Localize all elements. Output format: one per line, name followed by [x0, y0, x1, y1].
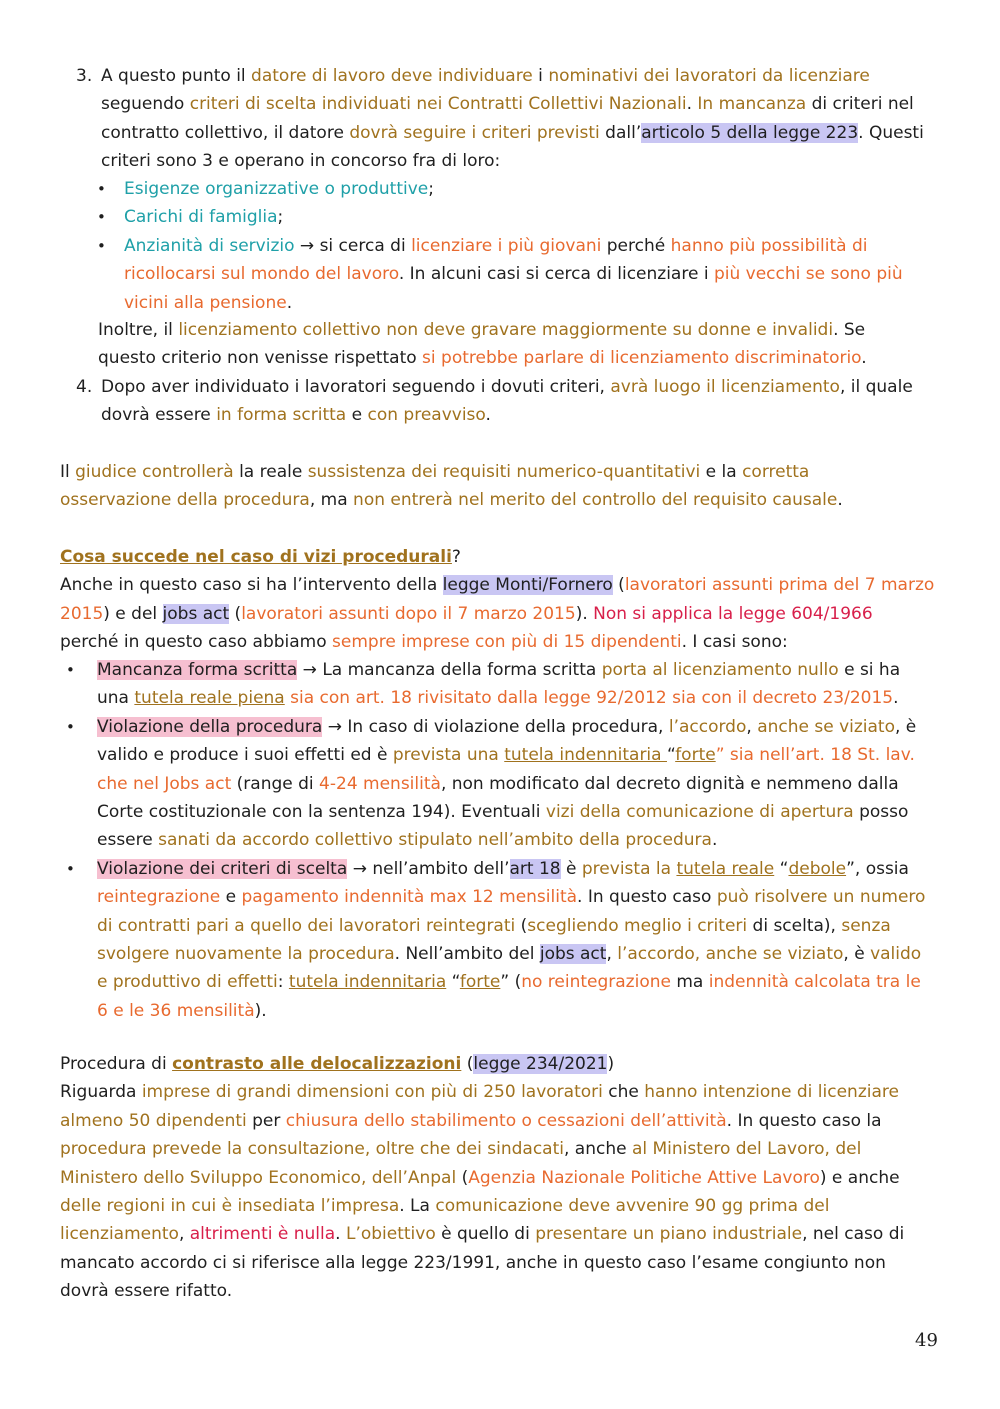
- page-number: 49: [915, 1330, 938, 1351]
- arrow-icon: →: [302, 660, 317, 680]
- list-item: • Anzianità di servizio → si cerca di licenziare i più giovani perché hanno più possibilità di ricollocarsi sul mondo del lavoro. In alcuni casi si cerca di licenziare i più vecchi se sono più vicini alla pensione.: [124, 232, 929, 317]
- list-item: • Carichi di famiglia;: [124, 203, 929, 231]
- bullet-icon: •: [97, 180, 106, 198]
- bullet-icon: •: [97, 208, 106, 227]
- criteria-list: [97, 175, 929, 317]
- list-item-4-text: 4. Dopo aver individuato i lavoratori seguendo i dovuti criteri, avrà luogo il licenziamento, il quale dovrà essere in forma scritta e con preavviso.: [101, 373, 921, 430]
- list-item: • Violazione dei criteri di scelta → nell’ambito dell’art 18 è prevista la tutela reale “debole”, ossia reintegrazione e pagamento indennità max 12 mensilità. In questo caso può risolvere un numero di contratti pari a quello dei lavoratori reintegrati (scegliendo meglio i criteri di scelta), senza svolgere nuovamente la procedura. Nell’ambito del jobs act, l’accordo, anche se viziato, è valido e produttivo di effetti: tutela indennitaria “forte” (no reintegrazione ma indennità calcolata tra le 6 e le 36 mensilità).: [97, 855, 935, 1025]
- vizi-intro: Anche in questo caso si ha l’intervento della legge Monti/Fornero (lavoratori assunti prima del 7 marzo 2015) e del jobs act (lavoratori assunti dopo il 7 marzo 2015). Non si applica la legge 604/1966 perché in questo caso abbiamo sempre imprese con più di 15 dipendenti. I casi sono:: [60, 575, 935, 653]
- arrow-icon: →: [299, 235, 315, 256]
- list-item: • Mancanza forma scritta → La mancanza della forma scritta porta al licenziamento nullo e si ha una tutela reale piena sia con art. 18 rivisitato dalla legge 92/2012 sia con il decreto 23/2015.: [97, 656, 935, 713]
- bullet-icon: •: [66, 717, 75, 736]
- section-heading: Procedura di contrasto alle delocalizzazioni (legge 234/2021): [60, 1054, 615, 1074]
- bullet-icon: •: [66, 859, 75, 878]
- bullet-icon: •: [97, 236, 106, 255]
- list-item-3-text: 3. A questo punto il datore di lavoro deve individuare i nominativi dei lavoratori da licenziare seguendo criteri di scelta individuati nei Contratti Collettivi Nazionali. In mancanza di criteri nel contratto collettivo, il datore dovrà seguire i criteri previsti dall’articolo 5 della legge 223. Questi criteri sono 3 e operano in concorso fra di loro:: [101, 62, 931, 176]
- delocalizzazioni-section: [60, 1050, 930, 1306]
- vizi-list: [66, 656, 935, 1025]
- delocalizzazioni-body: Riguarda imprese di grandi dimensioni con più di 250 lavoratori che hanno intenzione di licenziare almeno 50 dipendenti per chiusura dello stabilimento o cessazioni dell’attività. In questo caso la procedura prevede la consultazione, oltre che dei sindacati, anche al Ministero del Lavoro, del Ministero dello Sviluppo Economico, dell’Anpal (Agenzia Nazionale Politiche Attive Lavoro) e anche delle regioni in cui è insediata l’impresa. La comunicazione deve avvenire 90 gg prima del licenziamento, altrimenti è nulla. L’obiettivo è quello di presentare un piano industriale, nel caso di mancato accordo ci si riferisce alla legge 223/1991, anche in questo caso l’esame congiunto non dovrà essere rifatto.: [60, 1082, 905, 1302]
- bullet-icon: •: [66, 661, 75, 679]
- criteria-note: Inoltre, il licenziamento collettivo non deve gravare maggiormente su donne e invalidi. Se questo criterio non venisse rispettato si potrebbe parlare di licenziamento discriminatorio.: [98, 320, 867, 369]
- section-heading: Cosa succede nel caso di vizi procedurali?: [60, 547, 461, 567]
- vizi-section: [60, 543, 935, 657]
- list-number: 4.: [76, 377, 93, 397]
- arrow-icon: →: [352, 858, 367, 879]
- giudice-paragraph: Il giudice controllerà la reale sussistenza dei requisiti numerico-quantitativi e la corretta osservazione della procedura, ma non entrerà nel merito del controllo del requisito causale.: [60, 462, 843, 511]
- arrow-icon: →: [327, 716, 342, 737]
- list-item-4: [76, 373, 921, 430]
- list-item: • Esigenze organizzative o produttive;: [124, 175, 929, 203]
- list-item-3: [76, 62, 931, 176]
- list-item: • Violazione della procedura → In caso di violazione della procedura, l’accordo, anche se viziato, è valido e produce i suoi effetti ed è prevista una tutela indennitaria “forte” sia nell’art. 18 St. lav. che nel Jobs act (range di 4-24 mensilità, non modificato dal decreto dignità e nemmeno dalla Corte costituzionale con la sentenza 194). Eventuali vizi della comunicazione di apertura posso essere sanati da accordo collettivo stipulato nell’ambito della procedura.: [97, 713, 935, 855]
- list-number: 3.: [76, 66, 93, 86]
